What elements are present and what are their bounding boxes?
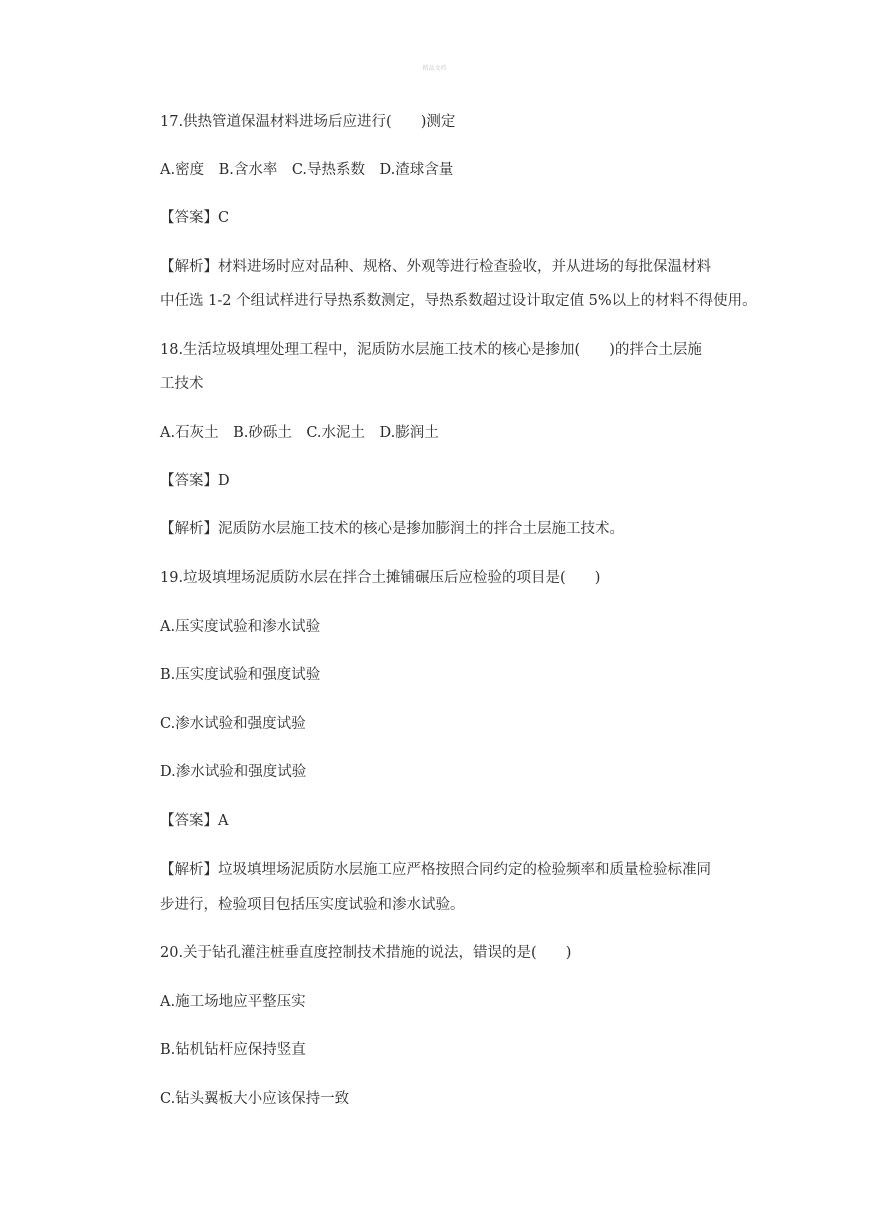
question-18-analysis: 【解析】泥质防水层施工技术的核心是掺加膨润土的拌合土层施工技术。 [160, 521, 624, 537]
question-19-option-c: C.渗水试验和强度试验 [160, 716, 306, 732]
question-17-answer: 【答案】C [160, 210, 230, 226]
question-19: 19.垃圾填埋场泥质防水层在拌合土摊铺碾压后应检验的项目是( ) [160, 570, 601, 586]
question-18-line-1: 18.生活垃圾填埋处理工程中，泥质防水层施工技术的核心是掺加( )的拌合土层施 [160, 342, 702, 358]
question-19-analysis-line-1: 【解析】垃圾填埋场泥质防水层施工应严格按照合同约定的检验频率和质量检验标准同 [160, 862, 711, 878]
question-19-option-b: B.压实度试验和强度试验 [160, 667, 321, 683]
question-17-analysis-line-2: 中任选 1-2 个组试样进行导热系数测定，导热系数超过设计取定值 5%以上的材料不得使用。 [160, 293, 757, 309]
question-20: 20.关于钻孔灌注桩垂直度控制技术措施的说法，错误的是( ) [160, 945, 572, 961]
question-20-option-a: A.施工场地应平整压实 [160, 994, 306, 1010]
question-19-option-a: A.压实度试验和渗水试验 [160, 619, 321, 635]
question-18-line-2: 工技术 [160, 376, 204, 392]
question-19-analysis-line-2: 步进行，检验项目包括压实度试验和渗水试验。 [160, 897, 465, 913]
question-17-options: A.密度 B.含水率 C.导热系数 D.渣球含量 [160, 162, 454, 178]
question-17-analysis-line-1: 【解析】材料进场时应对品种、规格、外观等进行检查验收，并从进场的每批保温材料 [160, 259, 711, 275]
question-19-answer: 【答案】A [160, 813, 229, 829]
question-17: 17.供热管道保温材料进场后应进行( )测定 [160, 114, 456, 130]
question-19-option-d: D.渗水试验和强度试验 [160, 764, 307, 780]
watermark: 精品文档 [422, 65, 447, 72]
question-18-answer: 【答案】D [160, 473, 230, 489]
question-20-option-c: C.钻头翼板大小应该保持一致 [160, 1091, 350, 1107]
question-20-option-b: B.钻机钻杆应保持竖直 [160, 1042, 306, 1058]
question-18-options: A.石灰土 B.砂砾土 C.水泥土 D.膨润土 [160, 425, 439, 441]
